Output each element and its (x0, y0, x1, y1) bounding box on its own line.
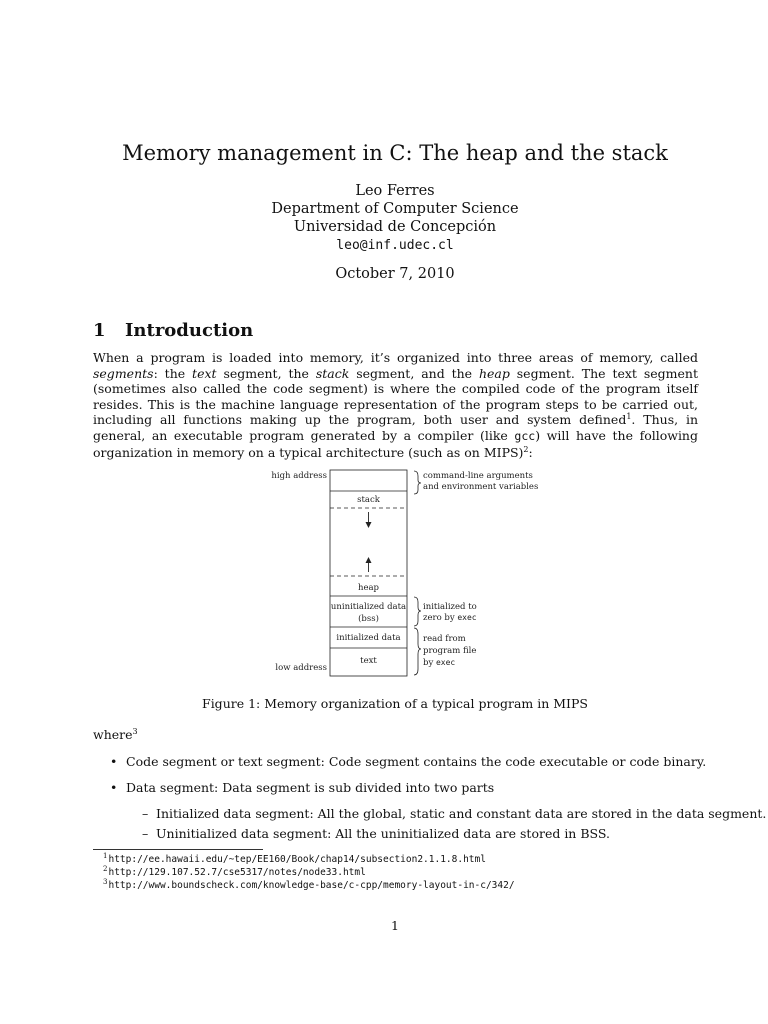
annotation-read-line2: program file (423, 646, 477, 656)
section-number: 1 (93, 320, 106, 341)
intro-em: text (192, 365, 217, 381)
footnote-number: 2 (103, 865, 108, 873)
footnote-number: 1 (103, 852, 108, 860)
intro-text: segment. The text segment (sometimes also called the code segment) is where the compiled code of the program itself resides. This is the machine language representation of the program steps to be carried out, including all functions making up the program, both user and system defined (93, 365, 698, 428)
intro-em: stack (315, 365, 350, 381)
footnote-number: 3 (103, 878, 108, 886)
sub-list-item (142, 826, 610, 841)
figure-caption: Figure 1: Memory organization of a typical program in MIPS (202, 696, 588, 711)
intro-text: When a program is loaded into memory, it’s organized into three areas of memory, called (93, 350, 698, 365)
where-label (93, 727, 138, 742)
segment-label-bss-sub: (bss) (358, 614, 379, 624)
paper-title: Memory management in C: The heap and the stack (122, 141, 668, 165)
intro-text: segment, and the (349, 365, 479, 381)
dash-icon: – (142, 806, 149, 821)
annotation-zero-line2: zero by exec (423, 613, 477, 623)
footnote-link[interactable]: http://129.107.52.7/cse5317/notes/node33.html (108, 867, 366, 879)
brace-cmd (414, 471, 421, 494)
footnote (103, 878, 515, 891)
annotation-read-line3: by exec (423, 658, 456, 668)
intro-text: ) will have the following organization in memory on a typical architecture (such as on MIPS) (93, 427, 698, 460)
footnote (103, 865, 366, 878)
footnote-rule (93, 849, 263, 850)
segment-label-bss: uninitialized data (330, 602, 407, 612)
list-item-text: Data segment: Data segment is sub divided into two parts (126, 780, 495, 795)
sub-list-item-text: Initialized data segment: All the global, static and constant data are stored in the data segment. (156, 806, 767, 821)
stack-arrow-head (366, 522, 372, 528)
intro-em: segments (93, 365, 154, 381)
footnote-link[interactable]: http://www.boundscheck.com/knowledge-base/c-cpp/memory-layout-in-c/342/ (108, 880, 515, 892)
segment-label-stack: stack (357, 495, 380, 505)
intro-code: gcc (514, 428, 536, 443)
where-text: where (93, 727, 133, 742)
low-address-label: low address (275, 663, 327, 673)
brace-file (414, 628, 421, 675)
list-item (110, 754, 706, 769)
intro-text: segment, the (216, 365, 316, 381)
footnote-link[interactable]: http://ee.hawaii.edu/~tep/EE160/Book/chap14/subsection2.1.1.8.html (108, 854, 486, 866)
segment-label-text: text (360, 656, 377, 666)
annotation-zero-line1: initialized to (423, 602, 477, 612)
list-item-text: Code segment or text segment: Code segment contains the code executable or code binary. (126, 754, 707, 769)
author-email: leo@inf.udec.cl (336, 238, 454, 253)
annotation-cmd-line1: command-line arguments (423, 471, 533, 481)
footnote-ref[interactable]: 1 (626, 412, 632, 422)
intro-em: heap (478, 365, 510, 381)
segment-label-heap: heap (357, 583, 380, 593)
author-name: Leo Ferres (355, 183, 435, 199)
intro-text: : the (153, 365, 193, 381)
footnote-ref[interactable]: 2 (523, 444, 529, 454)
annotation-cmd-line2: and environment variables (423, 482, 539, 492)
bullet-icon: • (110, 754, 118, 769)
author-university: Universidad de Concepción (293, 219, 497, 235)
dash-icon: – (142, 826, 149, 841)
heap-arrow-head (366, 557, 372, 563)
page-number: 1 (391, 918, 399, 933)
list-item (110, 780, 494, 795)
segment-label-init: initialized data (336, 633, 401, 643)
high-address-label: high address (271, 471, 327, 481)
sub-list-item-text: Uninitialized data segment: All the uninitialized data are stored in BSS. (156, 826, 610, 841)
author-department: Department of Computer Science (271, 201, 519, 217)
paper-date: October 7, 2010 (335, 266, 455, 282)
footnote-ref[interactable]: 3 (132, 726, 138, 736)
footnote (103, 852, 486, 865)
sub-list-item (142, 806, 766, 821)
intro-text: . Thus, in general, an executable program generated by a compiler (like (93, 412, 698, 443)
bullet-icon: • (110, 780, 118, 795)
section-title: Introduction (125, 320, 254, 341)
intro-text: : (528, 444, 533, 460)
annotation-read-line1: read from (423, 634, 466, 644)
brace-bss (414, 597, 421, 626)
